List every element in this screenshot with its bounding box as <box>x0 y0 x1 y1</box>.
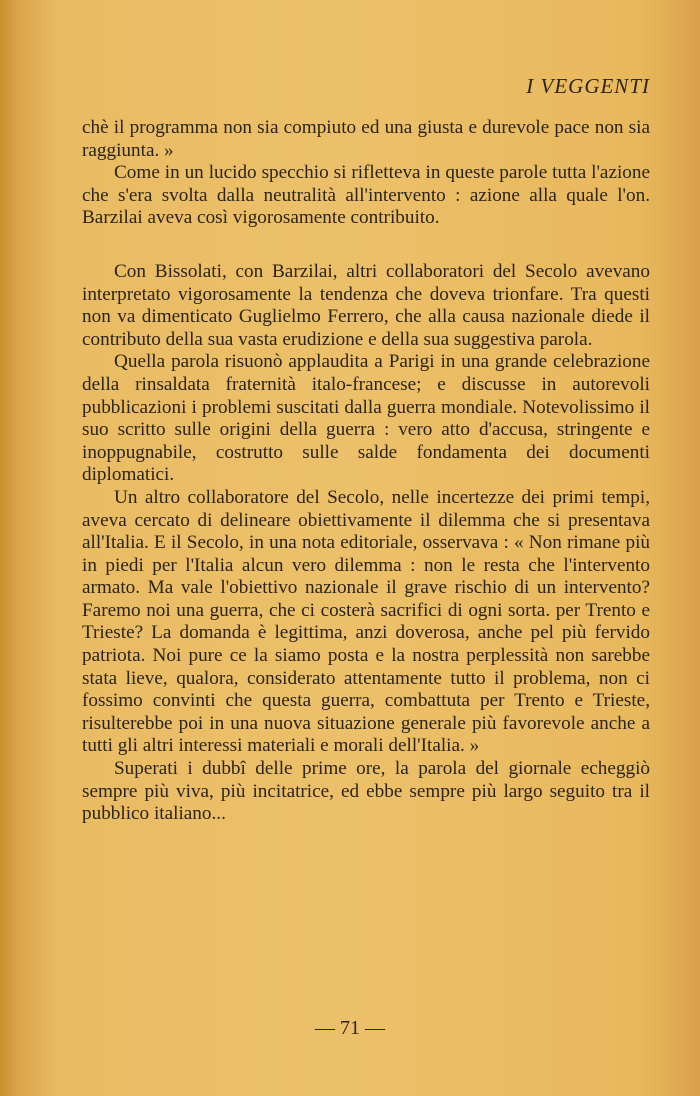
running-title: I VEGGENTI <box>526 74 650 98</box>
paragraph: Superati i dubbî delle prime ore, la parola del giornale echeggiò sempre più viva, più incitatrice, ed ebbe sempre più largo seguito tra il pubblico italiano... <box>82 758 650 825</box>
paragraph: Come in un lucido specchio si rifletteva in queste parole tutta l'azione che s'era svolta dalla neutralità all'intervento : azione alla quale l'on. Barzilai aveva così vigorosamente contribuito. <box>82 162 650 229</box>
page-number: — 71 — <box>315 1017 385 1039</box>
paragraph: chè il programma non sia compiuto ed una giusta e durevole pace non sia raggiunta. » <box>82 117 650 161</box>
paragraph: Quella parola risuonò applaudita a Parigi in una grande celebrazione della rinsaldata fraternità italo-francese; e discusse in autorevoli pubblicazioni i problemi suscitati dalla guerra mondiale. Notevolissimo il suo scritto sulle origini della guerra : vero atto d'accusa, stringente e inoppugnabile, costrutto sulle salde fondamenta dei documenti diplomatici. <box>82 351 650 486</box>
paragraph: Un altro collaboratore del Secolo, nelle incertezze dei primi tempi, aveva cercato di delineare obiettivamente il dilemma che si presentava all'Italia. E il Secolo, in una nota editoriale, osservava : « Non rimane più in piedi per l'Italia alcun vero dilemma : non le resta che l'intervento armato. Ma vale l'obiettivo nazionale il grave rischio di un intervento? Faremo noi una guerra, che ci costerà sacrifici di ogni sorta. per Trento e Trieste? La domanda è legittima, anzi doverosa, anche pel più fervido patriota. Noi pure ce la siamo posta e la nostra perplessità non sarebbe stata lieve, qualora, considerato attentamente tutto il problema, non ci fossimo convinti che questa guerra, combattuta per Trento e Trieste, risulterebbe poi in una nuova situazione generale più favorevole anche a tutti gli altri interessi materiali e morali dell'Italia. » <box>82 486 650 757</box>
body-text <box>82 117 650 826</box>
paragraph: Con Bissolati, con Barzilai, altri collaboratori del Secolo avevano interpretato vigorosamente la tendenza che doveva trionfare. Tra questi non va dimenticato Guglielmo Ferrero, che alla causa nazionale diede il contributo della sua vasta erudizione e della sua suggestiva parola. <box>82 260 650 350</box>
